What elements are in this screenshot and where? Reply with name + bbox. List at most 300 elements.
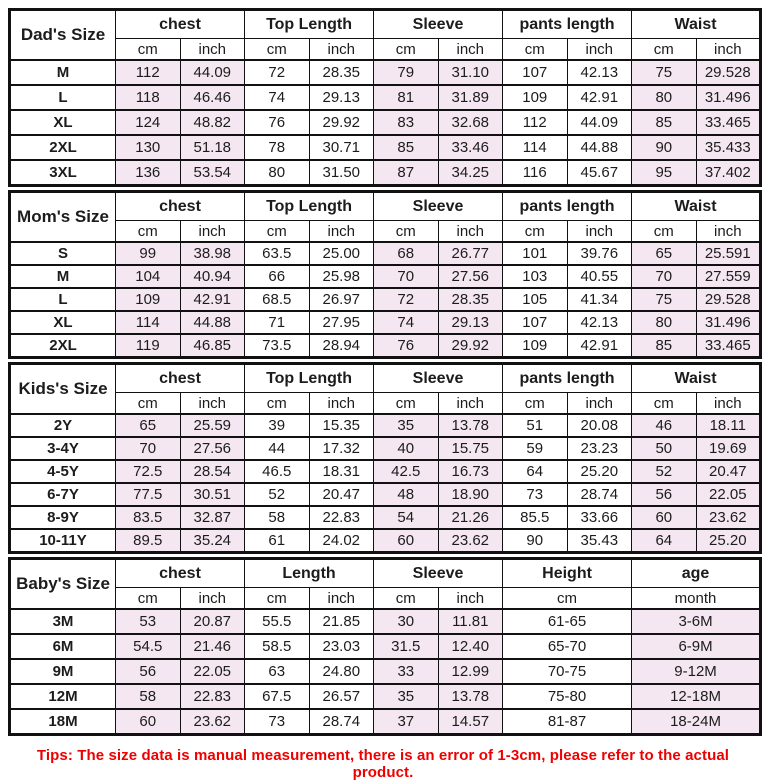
value-cell: 81 bbox=[374, 85, 439, 110]
value-cell: 35 bbox=[374, 414, 439, 437]
value-cell: 27.56 bbox=[180, 437, 245, 460]
value-cell: 39 bbox=[245, 414, 310, 437]
value-cell: 103 bbox=[503, 265, 568, 288]
value-cell: 18-24M bbox=[632, 709, 761, 735]
unit-header-pants-length-inch: inch bbox=[567, 393, 632, 415]
value-cell: 33 bbox=[374, 659, 439, 684]
value-cell: 54.5 bbox=[116, 634, 181, 659]
value-cell: 109 bbox=[116, 288, 181, 311]
size-label: 18M bbox=[10, 709, 116, 735]
value-cell: 29.528 bbox=[696, 60, 761, 85]
column-header-waist: Waist bbox=[632, 364, 761, 393]
value-cell: 15.75 bbox=[438, 437, 503, 460]
unit-header-chest-inch: inch bbox=[180, 588, 245, 610]
column-header-top-length: Top Length bbox=[245, 192, 374, 221]
size-label: 10-11Y bbox=[10, 529, 116, 553]
value-cell: 65 bbox=[632, 242, 697, 265]
table-row-s bbox=[10, 242, 761, 265]
value-cell: 76 bbox=[245, 110, 310, 135]
value-cell: 64 bbox=[503, 460, 568, 483]
size-label: M bbox=[10, 60, 116, 85]
unit-header-waist-cm: cm bbox=[632, 393, 697, 415]
value-cell: 105 bbox=[503, 288, 568, 311]
unit-header-waist-cm: cm bbox=[632, 39, 697, 61]
size-label: 3M bbox=[10, 609, 116, 634]
column-header-sleeve: Sleeve bbox=[374, 559, 503, 588]
value-cell: 101 bbox=[503, 242, 568, 265]
value-cell: 44.09 bbox=[180, 60, 245, 85]
value-cell: 85 bbox=[632, 334, 697, 358]
value-cell: 37.402 bbox=[696, 160, 761, 186]
column-header-pants-length: pants length bbox=[503, 192, 632, 221]
unit-header-waist-inch: inch bbox=[696, 39, 761, 61]
unit-header-chest-cm: cm bbox=[116, 393, 181, 415]
column-header-pants-length: pants length bbox=[503, 364, 632, 393]
value-cell: 12-18M bbox=[632, 684, 761, 709]
value-cell: 60 bbox=[374, 529, 439, 553]
value-cell: 58 bbox=[245, 506, 310, 529]
value-cell: 72 bbox=[245, 60, 310, 85]
size-label: 2XL bbox=[10, 334, 116, 358]
unit-header-pants-length-inch: inch bbox=[567, 39, 632, 61]
table-row-3xl bbox=[10, 160, 761, 186]
unit-header-chest-inch: inch bbox=[180, 39, 245, 61]
value-cell: 27.559 bbox=[696, 265, 761, 288]
value-cell: 31.10 bbox=[438, 60, 503, 85]
value-cell: 6-9M bbox=[632, 634, 761, 659]
value-cell: 90 bbox=[632, 135, 697, 160]
value-cell: 28.35 bbox=[309, 60, 374, 85]
value-cell: 114 bbox=[116, 311, 181, 334]
value-cell: 25.20 bbox=[696, 529, 761, 553]
value-cell: 72 bbox=[374, 288, 439, 311]
column-header-chest: chest bbox=[116, 10, 245, 39]
table-row-9m bbox=[10, 659, 761, 684]
value-cell: 73 bbox=[503, 483, 568, 506]
size-table-baby-s-size bbox=[8, 557, 762, 736]
value-cell: 19.69 bbox=[696, 437, 761, 460]
value-cell: 30 bbox=[374, 609, 439, 634]
value-cell: 15.35 bbox=[309, 414, 374, 437]
size-label: 12M bbox=[10, 684, 116, 709]
value-cell: 20.08 bbox=[567, 414, 632, 437]
table-row-8-9y bbox=[10, 506, 761, 529]
value-cell: 11.81 bbox=[438, 609, 503, 634]
value-cell: 31.496 bbox=[696, 85, 761, 110]
unit-header-sleeve-cm: cm bbox=[374, 39, 439, 61]
value-cell: 24.02 bbox=[309, 529, 374, 553]
value-cell: 74 bbox=[245, 85, 310, 110]
value-cell: 51.18 bbox=[180, 135, 245, 160]
column-header-top-length: Top Length bbox=[245, 364, 374, 393]
value-cell: 118 bbox=[116, 85, 181, 110]
value-cell: 112 bbox=[503, 110, 568, 135]
table-row-2y bbox=[10, 414, 761, 437]
value-cell: 30.71 bbox=[309, 135, 374, 160]
value-cell: 130 bbox=[116, 135, 181, 160]
value-cell: 58 bbox=[116, 684, 181, 709]
value-cell: 52 bbox=[245, 483, 310, 506]
table-row-l bbox=[10, 85, 761, 110]
value-cell: 51 bbox=[503, 414, 568, 437]
value-cell: 20.47 bbox=[696, 460, 761, 483]
value-cell: 27.56 bbox=[438, 265, 503, 288]
unit-header-top-length-cm: cm bbox=[245, 221, 310, 243]
size-label: S bbox=[10, 242, 116, 265]
value-cell: 18.11 bbox=[696, 414, 761, 437]
table-row-10-11y bbox=[10, 529, 761, 553]
value-cell: 109 bbox=[503, 334, 568, 358]
value-cell: 78 bbox=[245, 135, 310, 160]
value-cell: 42.91 bbox=[180, 288, 245, 311]
size-label: 6-7Y bbox=[10, 483, 116, 506]
size-label: 6M bbox=[10, 634, 116, 659]
value-cell: 48.82 bbox=[180, 110, 245, 135]
size-label: 3XL bbox=[10, 160, 116, 186]
value-cell: 53.54 bbox=[180, 160, 245, 186]
size-tables-container bbox=[8, 8, 758, 736]
value-cell: 81-87 bbox=[503, 709, 632, 735]
value-cell: 25.00 bbox=[309, 242, 374, 265]
size-label: 8-9Y bbox=[10, 506, 116, 529]
size-table-kids-s-size bbox=[8, 362, 762, 554]
column-header-sleeve: Sleeve bbox=[374, 192, 503, 221]
unit-header-chest-cm: cm bbox=[116, 39, 181, 61]
column-header-top-length: Top Length bbox=[245, 10, 374, 39]
table-row-12m bbox=[10, 684, 761, 709]
value-cell: 41.34 bbox=[567, 288, 632, 311]
value-cell: 52 bbox=[632, 460, 697, 483]
value-cell: 3-6M bbox=[632, 609, 761, 634]
value-cell: 46.5 bbox=[245, 460, 310, 483]
value-cell: 68.5 bbox=[245, 288, 310, 311]
value-cell: 44.88 bbox=[567, 135, 632, 160]
size-label: L bbox=[10, 85, 116, 110]
unit-header-top-length-inch: inch bbox=[309, 393, 374, 415]
unit-header-age-month: month bbox=[632, 588, 761, 610]
value-cell: 65-70 bbox=[503, 634, 632, 659]
column-header-waist: Waist bbox=[632, 10, 761, 39]
value-cell: 28.35 bbox=[438, 288, 503, 311]
value-cell: 44.09 bbox=[567, 110, 632, 135]
unit-header-waist-inch: inch bbox=[696, 393, 761, 415]
table-row-6m bbox=[10, 634, 761, 659]
value-cell: 80 bbox=[632, 311, 697, 334]
value-cell: 25.20 bbox=[567, 460, 632, 483]
size-label: M bbox=[10, 265, 116, 288]
value-cell: 22.83 bbox=[180, 684, 245, 709]
value-cell: 25.98 bbox=[309, 265, 374, 288]
value-cell: 12.99 bbox=[438, 659, 503, 684]
value-cell: 79 bbox=[374, 60, 439, 85]
section-title-mom-s-size: Mom's Size bbox=[10, 192, 116, 243]
column-header-length: Length bbox=[245, 559, 374, 588]
value-cell: 114 bbox=[503, 135, 568, 160]
value-cell: 29.92 bbox=[309, 110, 374, 135]
value-cell: 56 bbox=[116, 659, 181, 684]
value-cell: 16.73 bbox=[438, 460, 503, 483]
value-cell: 35 bbox=[374, 684, 439, 709]
size-label: XL bbox=[10, 311, 116, 334]
column-header-chest: chest bbox=[116, 192, 245, 221]
value-cell: 53 bbox=[116, 609, 181, 634]
unit-header-waist-cm: cm bbox=[632, 221, 697, 243]
section-title-baby-s-size: Baby's Size bbox=[10, 559, 116, 610]
value-cell: 28.74 bbox=[309, 709, 374, 735]
value-cell: 85.5 bbox=[503, 506, 568, 529]
value-cell: 31.50 bbox=[309, 160, 374, 186]
value-cell: 33.66 bbox=[567, 506, 632, 529]
value-cell: 73 bbox=[245, 709, 310, 735]
unit-header-sleeve-inch: inch bbox=[438, 588, 503, 610]
table-row-2xl bbox=[10, 135, 761, 160]
value-cell: 68 bbox=[374, 242, 439, 265]
value-cell: 24.80 bbox=[309, 659, 374, 684]
value-cell: 45.67 bbox=[567, 160, 632, 186]
value-cell: 83.5 bbox=[116, 506, 181, 529]
value-cell: 38.98 bbox=[180, 242, 245, 265]
value-cell: 76 bbox=[374, 334, 439, 358]
value-cell: 23.62 bbox=[180, 709, 245, 735]
value-cell: 109 bbox=[503, 85, 568, 110]
value-cell: 18.31 bbox=[309, 460, 374, 483]
value-cell: 90 bbox=[503, 529, 568, 553]
value-cell: 22.83 bbox=[309, 506, 374, 529]
value-cell: 63 bbox=[245, 659, 310, 684]
value-cell: 72.5 bbox=[116, 460, 181, 483]
column-header-waist: Waist bbox=[632, 192, 761, 221]
value-cell: 124 bbox=[116, 110, 181, 135]
unit-header-top-length-cm: cm bbox=[245, 39, 310, 61]
table-row-m bbox=[10, 265, 761, 288]
unit-header-sleeve-inch: inch bbox=[438, 39, 503, 61]
value-cell: 29.92 bbox=[438, 334, 503, 358]
value-cell: 136 bbox=[116, 160, 181, 186]
column-header-sleeve: Sleeve bbox=[374, 364, 503, 393]
value-cell: 28.54 bbox=[180, 460, 245, 483]
value-cell: 35.43 bbox=[567, 529, 632, 553]
value-cell: 119 bbox=[116, 334, 181, 358]
size-label: 9M bbox=[10, 659, 116, 684]
value-cell: 73.5 bbox=[245, 334, 310, 358]
value-cell: 37 bbox=[374, 709, 439, 735]
unit-header-chest-cm: cm bbox=[116, 588, 181, 610]
value-cell: 31.496 bbox=[696, 311, 761, 334]
value-cell: 74 bbox=[374, 311, 439, 334]
value-cell: 95 bbox=[632, 160, 697, 186]
value-cell: 20.87 bbox=[180, 609, 245, 634]
value-cell: 28.94 bbox=[309, 334, 374, 358]
unit-header-waist-inch: inch bbox=[696, 221, 761, 243]
value-cell: 66 bbox=[245, 265, 310, 288]
value-cell: 29.13 bbox=[309, 85, 374, 110]
value-cell: 28.74 bbox=[567, 483, 632, 506]
value-cell: 55.5 bbox=[245, 609, 310, 634]
value-cell: 33.46 bbox=[438, 135, 503, 160]
value-cell: 32.68 bbox=[438, 110, 503, 135]
unit-header-length-cm: cm bbox=[245, 588, 310, 610]
tips-note: Tips: The size data is manual measurement, there is an error of 1-3cm, please refer to the actual product. bbox=[36, 747, 730, 781]
unit-header-pants-length-cm: cm bbox=[503, 39, 568, 61]
value-cell: 39.76 bbox=[567, 242, 632, 265]
table-row-4-5y bbox=[10, 460, 761, 483]
value-cell: 21.26 bbox=[438, 506, 503, 529]
size-label: L bbox=[10, 288, 116, 311]
unit-header-length-inch: inch bbox=[309, 588, 374, 610]
value-cell: 56 bbox=[632, 483, 697, 506]
section-title-kids-s-size: Kids's Size bbox=[10, 364, 116, 415]
value-cell: 46.46 bbox=[180, 85, 245, 110]
value-cell: 30.51 bbox=[180, 483, 245, 506]
value-cell: 23.62 bbox=[438, 529, 503, 553]
value-cell: 61 bbox=[245, 529, 310, 553]
value-cell: 54 bbox=[374, 506, 439, 529]
value-cell: 20.47 bbox=[309, 483, 374, 506]
value-cell: 50 bbox=[632, 437, 697, 460]
size-label: 3-4Y bbox=[10, 437, 116, 460]
value-cell: 70 bbox=[116, 437, 181, 460]
value-cell: 44.88 bbox=[180, 311, 245, 334]
value-cell: 25.591 bbox=[696, 242, 761, 265]
column-header-age: age bbox=[632, 559, 761, 588]
value-cell: 23.03 bbox=[309, 634, 374, 659]
value-cell: 59 bbox=[503, 437, 568, 460]
value-cell: 70 bbox=[632, 265, 697, 288]
value-cell: 99 bbox=[116, 242, 181, 265]
value-cell: 104 bbox=[116, 265, 181, 288]
value-cell: 31.5 bbox=[374, 634, 439, 659]
value-cell: 80 bbox=[245, 160, 310, 186]
value-cell: 107 bbox=[503, 60, 568, 85]
value-cell: 80 bbox=[632, 85, 697, 110]
value-cell: 75 bbox=[632, 60, 697, 85]
value-cell: 29.13 bbox=[438, 311, 503, 334]
value-cell: 60 bbox=[116, 709, 181, 735]
value-cell: 83 bbox=[374, 110, 439, 135]
table-row-2xl bbox=[10, 334, 761, 358]
unit-header-sleeve-inch: inch bbox=[438, 393, 503, 415]
column-header-chest: chest bbox=[116, 559, 245, 588]
value-cell: 42.5 bbox=[374, 460, 439, 483]
value-cell: 23.62 bbox=[696, 506, 761, 529]
section-title-dad-s-size: Dad's Size bbox=[10, 10, 116, 61]
table-row-m bbox=[10, 60, 761, 85]
value-cell: 42.91 bbox=[567, 334, 632, 358]
value-cell: 58.5 bbox=[245, 634, 310, 659]
value-cell: 21.46 bbox=[180, 634, 245, 659]
unit-header-chest-inch: inch bbox=[180, 221, 245, 243]
unit-header-top-length-inch: inch bbox=[309, 221, 374, 243]
value-cell: 13.78 bbox=[438, 684, 503, 709]
value-cell: 31.89 bbox=[438, 85, 503, 110]
value-cell: 21.85 bbox=[309, 609, 374, 634]
size-table-mom-s-size bbox=[8, 190, 762, 359]
value-cell: 61-65 bbox=[503, 609, 632, 634]
value-cell: 9-12M bbox=[632, 659, 761, 684]
value-cell: 65 bbox=[116, 414, 181, 437]
value-cell: 46.85 bbox=[180, 334, 245, 358]
value-cell: 42.91 bbox=[567, 85, 632, 110]
unit-header-sleeve-cm: cm bbox=[374, 221, 439, 243]
value-cell: 70 bbox=[374, 265, 439, 288]
value-cell: 17.32 bbox=[309, 437, 374, 460]
unit-header-sleeve-cm: cm bbox=[374, 588, 439, 610]
value-cell: 35.24 bbox=[180, 529, 245, 553]
value-cell: 44 bbox=[245, 437, 310, 460]
unit-header-chest-cm: cm bbox=[116, 221, 181, 243]
value-cell: 35.433 bbox=[696, 135, 761, 160]
value-cell: 75 bbox=[632, 288, 697, 311]
value-cell: 70-75 bbox=[503, 659, 632, 684]
table-row-18m bbox=[10, 709, 761, 735]
value-cell: 26.97 bbox=[309, 288, 374, 311]
unit-header-sleeve-cm: cm bbox=[374, 393, 439, 415]
value-cell: 22.05 bbox=[180, 659, 245, 684]
table-row-3-4y bbox=[10, 437, 761, 460]
value-cell: 89.5 bbox=[116, 529, 181, 553]
unit-header-chest-inch: inch bbox=[180, 393, 245, 415]
unit-header-pants-length-inch: inch bbox=[567, 221, 632, 243]
table-row-l bbox=[10, 288, 761, 311]
value-cell: 48 bbox=[374, 483, 439, 506]
value-cell: 63.5 bbox=[245, 242, 310, 265]
value-cell: 87 bbox=[374, 160, 439, 186]
value-cell: 77.5 bbox=[116, 483, 181, 506]
unit-header-top-length-cm: cm bbox=[245, 393, 310, 415]
value-cell: 42.13 bbox=[567, 311, 632, 334]
value-cell: 60 bbox=[632, 506, 697, 529]
value-cell: 40 bbox=[374, 437, 439, 460]
value-cell: 32.87 bbox=[180, 506, 245, 529]
value-cell: 46 bbox=[632, 414, 697, 437]
value-cell: 116 bbox=[503, 160, 568, 186]
value-cell: 29.528 bbox=[696, 288, 761, 311]
table-row-6-7y bbox=[10, 483, 761, 506]
unit-header-pants-length-cm: cm bbox=[503, 393, 568, 415]
value-cell: 33.465 bbox=[696, 334, 761, 358]
table-row-xl bbox=[10, 311, 761, 334]
value-cell: 13.78 bbox=[438, 414, 503, 437]
value-cell: 40.55 bbox=[567, 265, 632, 288]
value-cell: 14.57 bbox=[438, 709, 503, 735]
unit-header-height-cm: cm bbox=[503, 588, 632, 610]
value-cell: 33.465 bbox=[696, 110, 761, 135]
unit-header-sleeve-inch: inch bbox=[438, 221, 503, 243]
value-cell: 25.59 bbox=[180, 414, 245, 437]
value-cell: 23.23 bbox=[567, 437, 632, 460]
value-cell: 112 bbox=[116, 60, 181, 85]
value-cell: 26.57 bbox=[309, 684, 374, 709]
size-label: 2XL bbox=[10, 135, 116, 160]
value-cell: 42.13 bbox=[567, 60, 632, 85]
value-cell: 40.94 bbox=[180, 265, 245, 288]
value-cell: 18.90 bbox=[438, 483, 503, 506]
value-cell: 107 bbox=[503, 311, 568, 334]
value-cell: 26.77 bbox=[438, 242, 503, 265]
size-label: 4-5Y bbox=[10, 460, 116, 483]
unit-header-pants-length-cm: cm bbox=[503, 221, 568, 243]
size-table-dad-s-size bbox=[8, 8, 762, 187]
value-cell: 12.40 bbox=[438, 634, 503, 659]
column-header-sleeve: Sleeve bbox=[374, 10, 503, 39]
value-cell: 75-80 bbox=[503, 684, 632, 709]
value-cell: 85 bbox=[632, 110, 697, 135]
value-cell: 67.5 bbox=[245, 684, 310, 709]
column-header-pants-length: pants length bbox=[503, 10, 632, 39]
size-label: XL bbox=[10, 110, 116, 135]
table-row-xl bbox=[10, 110, 761, 135]
value-cell: 64 bbox=[632, 529, 697, 553]
